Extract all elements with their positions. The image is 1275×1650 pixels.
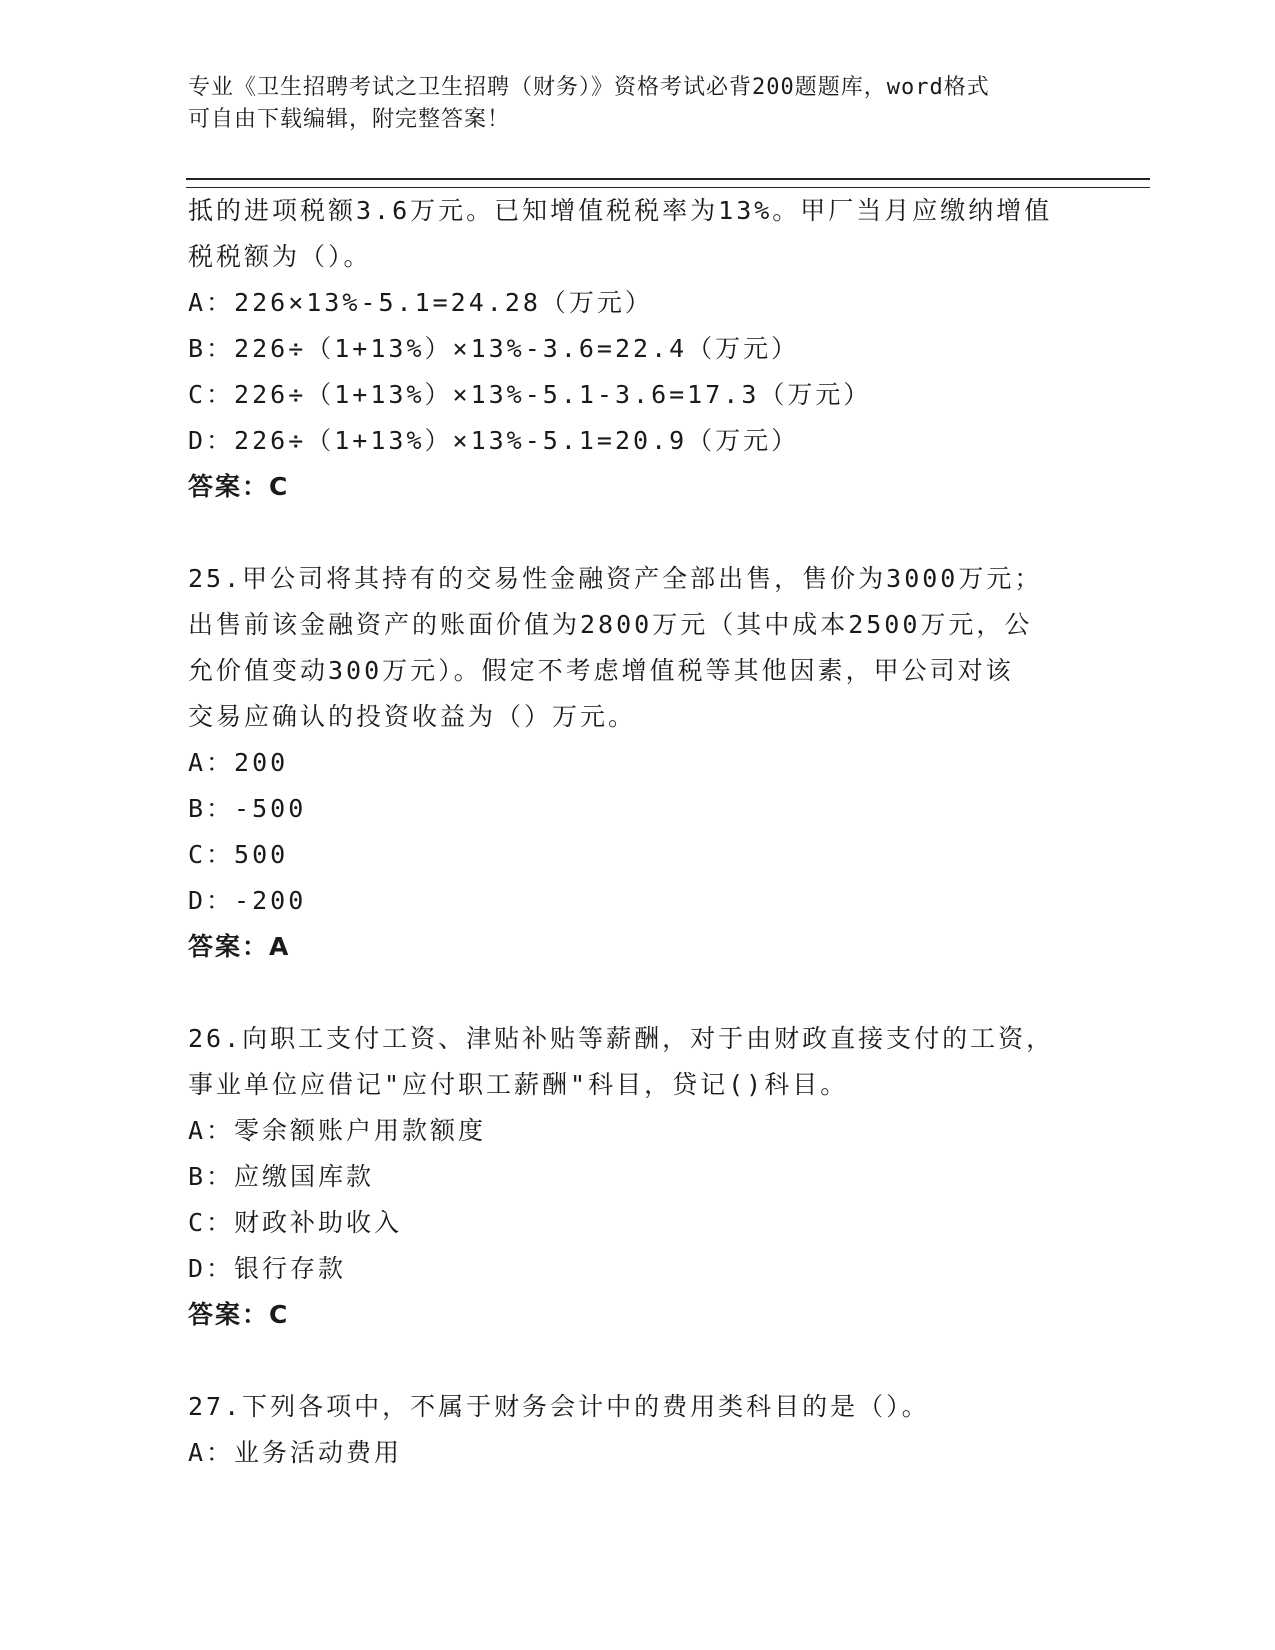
answer-line: 答案：C — [188, 472, 290, 501]
question-stem-line: 25.甲公司将其持有的交易性金融资产全部出售，售价为3000万元； — [188, 564, 1043, 593]
question-list — [188, 188, 1088, 1476]
question-25 — [188, 556, 1088, 970]
spacer — [188, 510, 1088, 556]
answer-line: 答案：A — [188, 932, 291, 961]
question-stem-line: 出售前该金融资产的账面价值为2800万元（其中成本2500万元，公 — [188, 610, 1033, 639]
question-stem-line: 税税额为（）。 — [188, 242, 372, 271]
page-header — [188, 72, 1068, 136]
question-continued — [188, 188, 1088, 510]
header-divider — [186, 178, 1150, 188]
option-d: D：226÷（1+13%）×13%-5.1=20.9（万元） — [188, 426, 800, 455]
spacer — [188, 970, 1088, 1016]
option-a: A：200 — [188, 748, 289, 777]
option-b: B：应缴国库款 — [188, 1162, 375, 1191]
question-26 — [188, 1016, 1088, 1338]
option-a: A：226×13%-5.1=24.28（万元） — [188, 288, 653, 317]
question-stem-line: 抵的进项税额3.6万元。已知增值税税率为13%。甲厂当月应缴纳增值 — [188, 196, 1053, 225]
option-d: D：-200 — [188, 886, 307, 915]
question-stem-line: 27.下列各项中，不属于财务会计中的费用类科目的是（）。 — [188, 1392, 930, 1421]
answer-line: 答案：C — [188, 1300, 290, 1329]
option-a: A：业务活动费用 — [188, 1438, 403, 1467]
option-c: C：226÷（1+13%）×13%-5.1-3.6=17.3（万元） — [188, 380, 872, 409]
option-a: A：零余额账户用款额度 — [188, 1116, 487, 1145]
question-27 — [188, 1384, 1088, 1476]
question-stem-line: 事业单位应借记"应付职工薪酬"科目，贷记()科目。 — [188, 1070, 849, 1099]
option-b: B：-500 — [188, 794, 307, 823]
header-title-line2: 可自由下载编辑，附完整答案！ — [188, 107, 511, 132]
option-b: B：226÷（1+13%）×13%-3.6=22.4（万元） — [188, 334, 800, 363]
option-d: D：银行存款 — [188, 1254, 347, 1283]
option-c: C：500 — [188, 840, 289, 869]
header-title-line1: 专业《卫生招聘考试之卫生招聘（财务）》资格考试必背200题题库，word格式 — [188, 75, 990, 100]
question-stem-line: 允价值变动300万元）。假定不考虑增值税等其他因素，甲公司对该 — [188, 656, 1014, 685]
option-c: C：财政补助收入 — [188, 1208, 403, 1237]
question-stem-line: 交易应确认的投资收益为（）万元。 — [188, 702, 637, 731]
spacer — [188, 1338, 1088, 1384]
question-stem-line: 26.向职工支付工资、津贴补贴等薪酬，对于由财政直接支付的工资， — [188, 1024, 1055, 1053]
